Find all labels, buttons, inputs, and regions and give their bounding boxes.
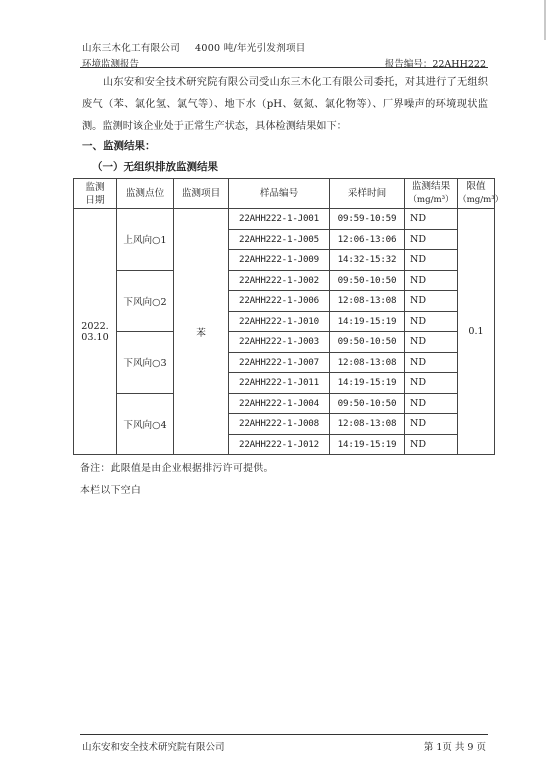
result-cell: ND bbox=[405, 311, 458, 332]
result-cell: ND bbox=[405, 332, 458, 353]
sample-cell: 22AHH222-1-J012 bbox=[229, 434, 330, 455]
sample-cell: 22AHH222-1-J010 bbox=[229, 311, 330, 332]
header-project: 4000 吨/年光引发剂项目 bbox=[195, 43, 306, 54]
page-edge-divider bbox=[544, 0, 546, 40]
result-cell: ND bbox=[405, 373, 458, 394]
time-cell: 12:06-13:06 bbox=[330, 229, 405, 250]
sample-cell: 22AHH222-1-J003 bbox=[229, 332, 330, 353]
table-row bbox=[74, 270, 495, 291]
time-cell: 14:19-15:19 bbox=[330, 434, 405, 455]
section-title: 一、监测结果： bbox=[82, 140, 156, 152]
intro-paragraph: 山东安和安全技术研究院有限公司受山东三木化工有限公司委托，对其进行了无组织废气（苯、氯化氢、氯气等）、地下水（pH、氨氮、氯化物等）、厂界噪声的环境现状监测。监测时该企业处于正常生产状态，具体检测结果如下： bbox=[82, 77, 488, 132]
time-cell: 14:19-15:19 bbox=[330, 373, 405, 394]
result-cell: ND bbox=[405, 229, 458, 250]
sample-cell: 22AHH222-1-J004 bbox=[229, 393, 330, 414]
header-report-title: 环境监测报告 bbox=[82, 59, 140, 70]
header-divider bbox=[80, 67, 488, 68]
point-cell: 下风向○2 bbox=[117, 270, 174, 332]
time-cell: 12:08-13:08 bbox=[330, 414, 405, 435]
result-cell: ND bbox=[405, 270, 458, 291]
monitoring-results-table bbox=[73, 178, 504, 455]
footer-page-number: 第 1页 共 9 页 bbox=[423, 742, 486, 753]
header-report-number: 报告编号：22AHH222 bbox=[384, 59, 486, 70]
time-cell: 12:08-13:08 bbox=[330, 352, 405, 373]
sample-cell: 22AHH222-1-J005 bbox=[229, 229, 330, 250]
time-cell: 14:19-15:19 bbox=[330, 311, 405, 332]
point-cell: 下风向○4 bbox=[117, 393, 174, 455]
table-note: 备注：此限值是由企业根据排污许可提供。 bbox=[80, 463, 274, 474]
sample-cell: 22AHH222-1-J001 bbox=[229, 209, 330, 230]
table-header-row bbox=[74, 179, 495, 209]
sample-cell: 22AHH222-1-J009 bbox=[229, 250, 330, 271]
point-cell: 下风向○3 bbox=[117, 332, 174, 394]
item-cell: 苯 bbox=[174, 209, 229, 455]
footer-divider bbox=[80, 734, 488, 735]
time-cell: 09:50-10:50 bbox=[330, 270, 405, 291]
footer-organization: 山东安和安全技术研究院有限公司 bbox=[82, 742, 225, 753]
table-row bbox=[74, 209, 495, 230]
result-cell: ND bbox=[405, 434, 458, 455]
time-cell: 14:32-15:32 bbox=[330, 250, 405, 271]
result-cell: ND bbox=[405, 352, 458, 373]
result-cell: ND bbox=[405, 393, 458, 414]
sample-cell: 22AHH222-1-J008 bbox=[229, 414, 330, 435]
time-cell: 12:08-13:08 bbox=[330, 291, 405, 312]
sample-cell: 22AHH222-1-J006 bbox=[229, 291, 330, 312]
point-cell: 上风向○1 bbox=[117, 209, 174, 271]
header-company: 山东三木化工有限公司 bbox=[82, 43, 181, 54]
subsection-title: （一）无组织排放监测结果 bbox=[92, 161, 218, 173]
blank-below-marker: 本栏以下空白 bbox=[80, 485, 142, 496]
time-cell: 09:59-10:59 bbox=[330, 209, 405, 230]
result-cell: ND bbox=[405, 414, 458, 435]
sample-cell: 22AHH222-1-J007 bbox=[229, 352, 330, 373]
header-limit: 限值 （mg/m³） bbox=[458, 179, 495, 209]
date-cell: 2022. 03.10 bbox=[74, 209, 117, 455]
header-sample: 样品编号 bbox=[229, 179, 330, 209]
header-result: 监测结果 （mg/m³） bbox=[405, 179, 458, 209]
header-date: 监测 日期 bbox=[74, 179, 117, 209]
sample-cell: 22AHH222-1-J002 bbox=[229, 270, 330, 291]
header-point: 监测点位 bbox=[117, 179, 174, 209]
table-row bbox=[74, 332, 495, 353]
sample-cell: 22AHH222-1-J011 bbox=[229, 373, 330, 394]
table-row bbox=[74, 393, 495, 414]
header-time: 采样时间 bbox=[330, 179, 405, 209]
header-item: 监测项目 bbox=[174, 179, 229, 209]
limit-cell: 0.1 bbox=[458, 209, 495, 455]
result-cell: ND bbox=[405, 291, 458, 312]
result-cell: ND bbox=[405, 250, 458, 271]
time-cell: 09:50-10:50 bbox=[330, 393, 405, 414]
result-cell: ND bbox=[405, 209, 458, 230]
time-cell: 09:50-10:50 bbox=[330, 332, 405, 353]
